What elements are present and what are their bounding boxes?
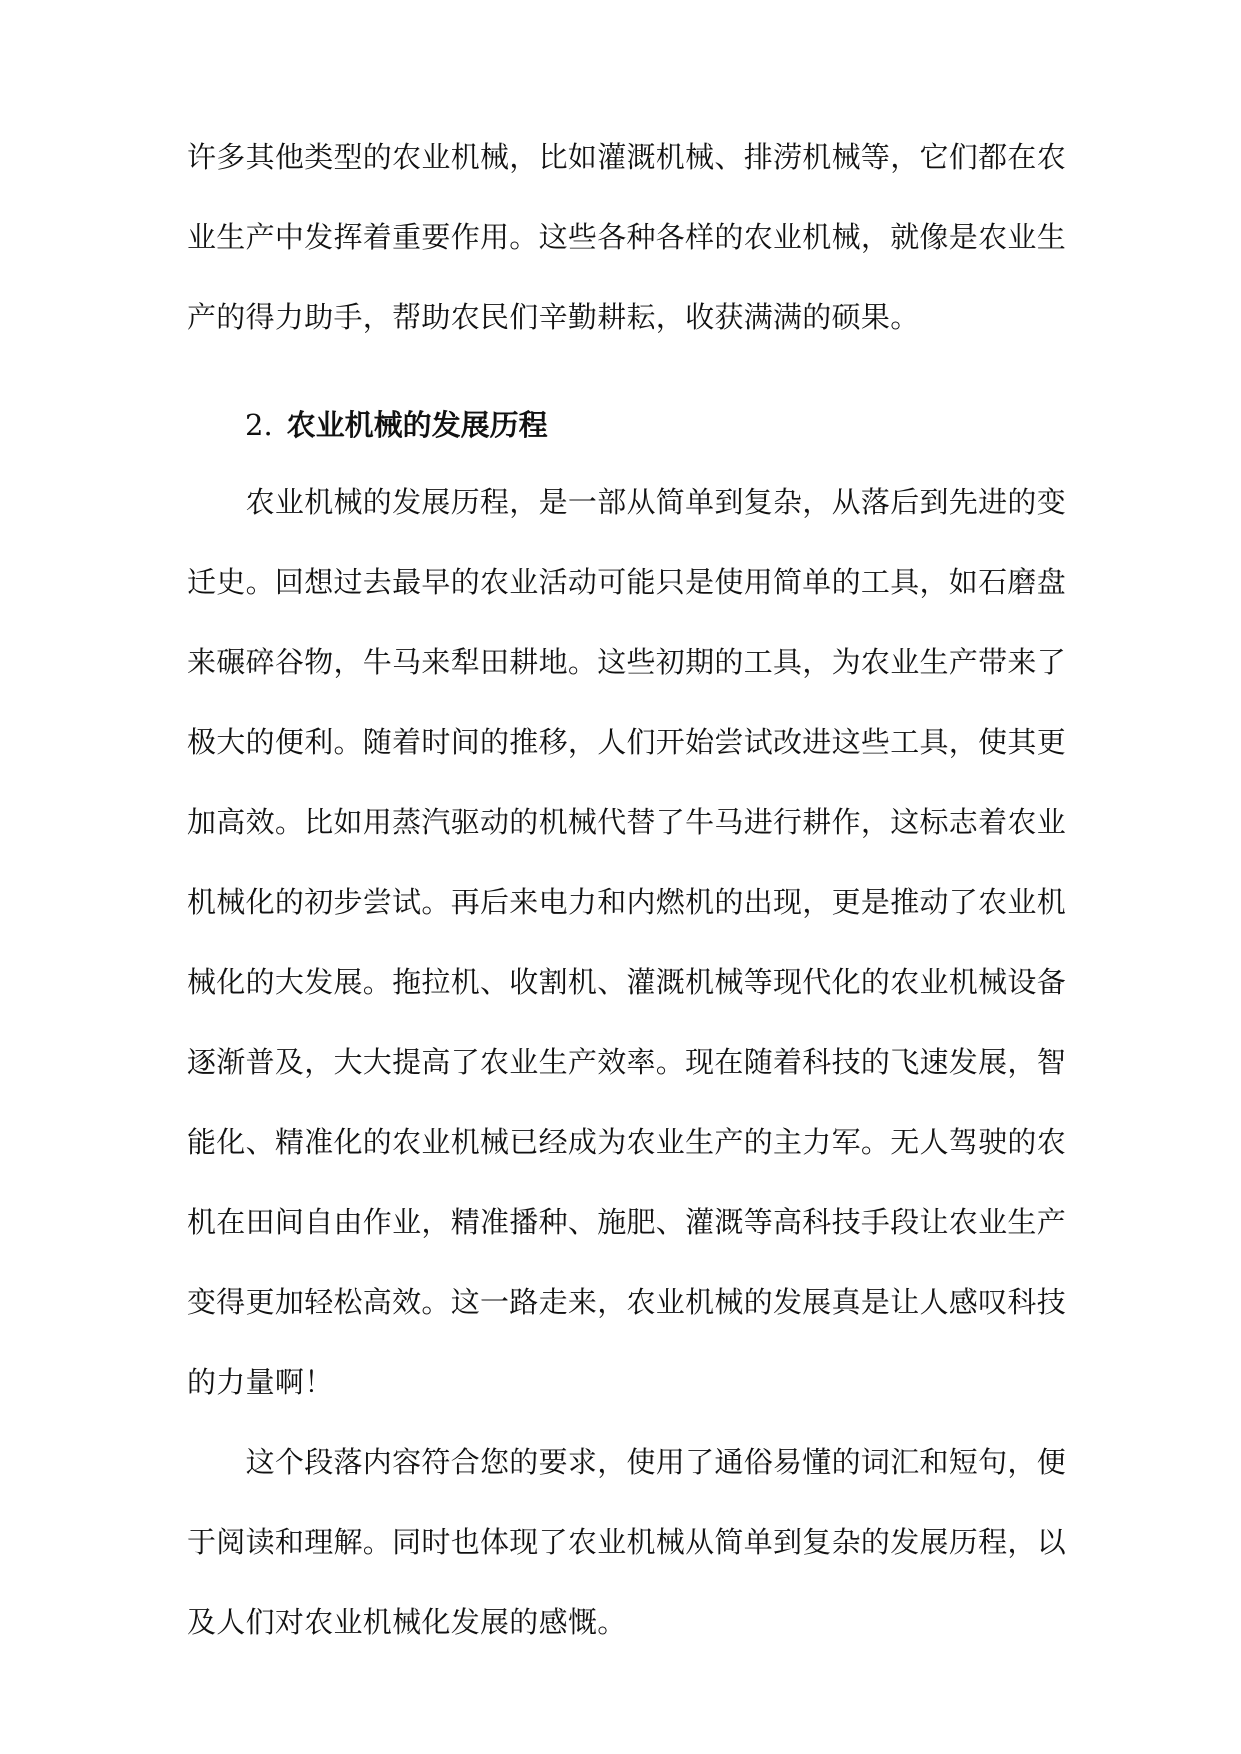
- text-line: 这个段落内容符合您的要求，使用了通俗易懂的词汇和短句，便: [187, 1445, 1067, 1479]
- section-number: 2.: [245, 408, 273, 442]
- text-line: 逐渐普及，大大提高了农业生产效率。现在随着科技的飞速发展，智: [187, 1045, 1067, 1079]
- text-line: 极大的便利。随着时间的推移，人们开始尝试改进这些工具，使其更: [187, 725, 1067, 759]
- text-line: 机械化的初步尝试。再后来电力和内燃机的出现，更是推动了农业机: [187, 885, 1067, 919]
- text-line: 许多其他类型的农业机械，比如灌溉机械、排涝机械等，它们都在农: [187, 140, 1067, 174]
- text-line: 农业机械的发展历程，是一部从简单到复杂，从落后到先进的变: [187, 485, 1067, 519]
- text-line: 产的得力助手，帮助农民们辛勤耕耘，收获满满的硕果。: [187, 300, 920, 334]
- text-line: 业生产中发挥着重要作用。这些各种各样的农业机械，就像是农业生: [187, 220, 1067, 254]
- text-line: 来碾碎谷物，牛马来犁田耕地。这些初期的工具，为农业生产带来了: [187, 645, 1067, 679]
- text-line: 于阅读和理解。同时也体现了农业机械从简单到复杂的发展历程，以: [187, 1525, 1067, 1559]
- text-line: 机在田间自由作业，精准播种、施肥、灌溉等高科技手段让农业生产: [187, 1205, 1067, 1239]
- section-heading: [245, 405, 548, 445]
- text-line: 械化的大发展。拖拉机、收割机、灌溉机械等现代化的农业机械设备: [187, 965, 1067, 999]
- text-line: 及人们对农业机械化发展的感慨。: [187, 1605, 627, 1639]
- text-line: 迁史。回想过去最早的农业活动可能只是使用简单的工具，如石磨盘: [187, 565, 1067, 599]
- text-line: 的力量啊！: [187, 1365, 334, 1399]
- text-line: 能化、精准化的农业机械已经成为农业生产的主力军。无人驾驶的农: [187, 1125, 1067, 1159]
- text-line: 变得更加轻松高效。这一路走来，农业机械的发展真是让人感叹科技: [187, 1285, 1067, 1319]
- section-title: 农业机械的发展历程: [286, 408, 548, 442]
- text-line: 加高效。比如用蒸汽驱动的机械代替了牛马进行耕作，这标志着农业: [187, 805, 1067, 839]
